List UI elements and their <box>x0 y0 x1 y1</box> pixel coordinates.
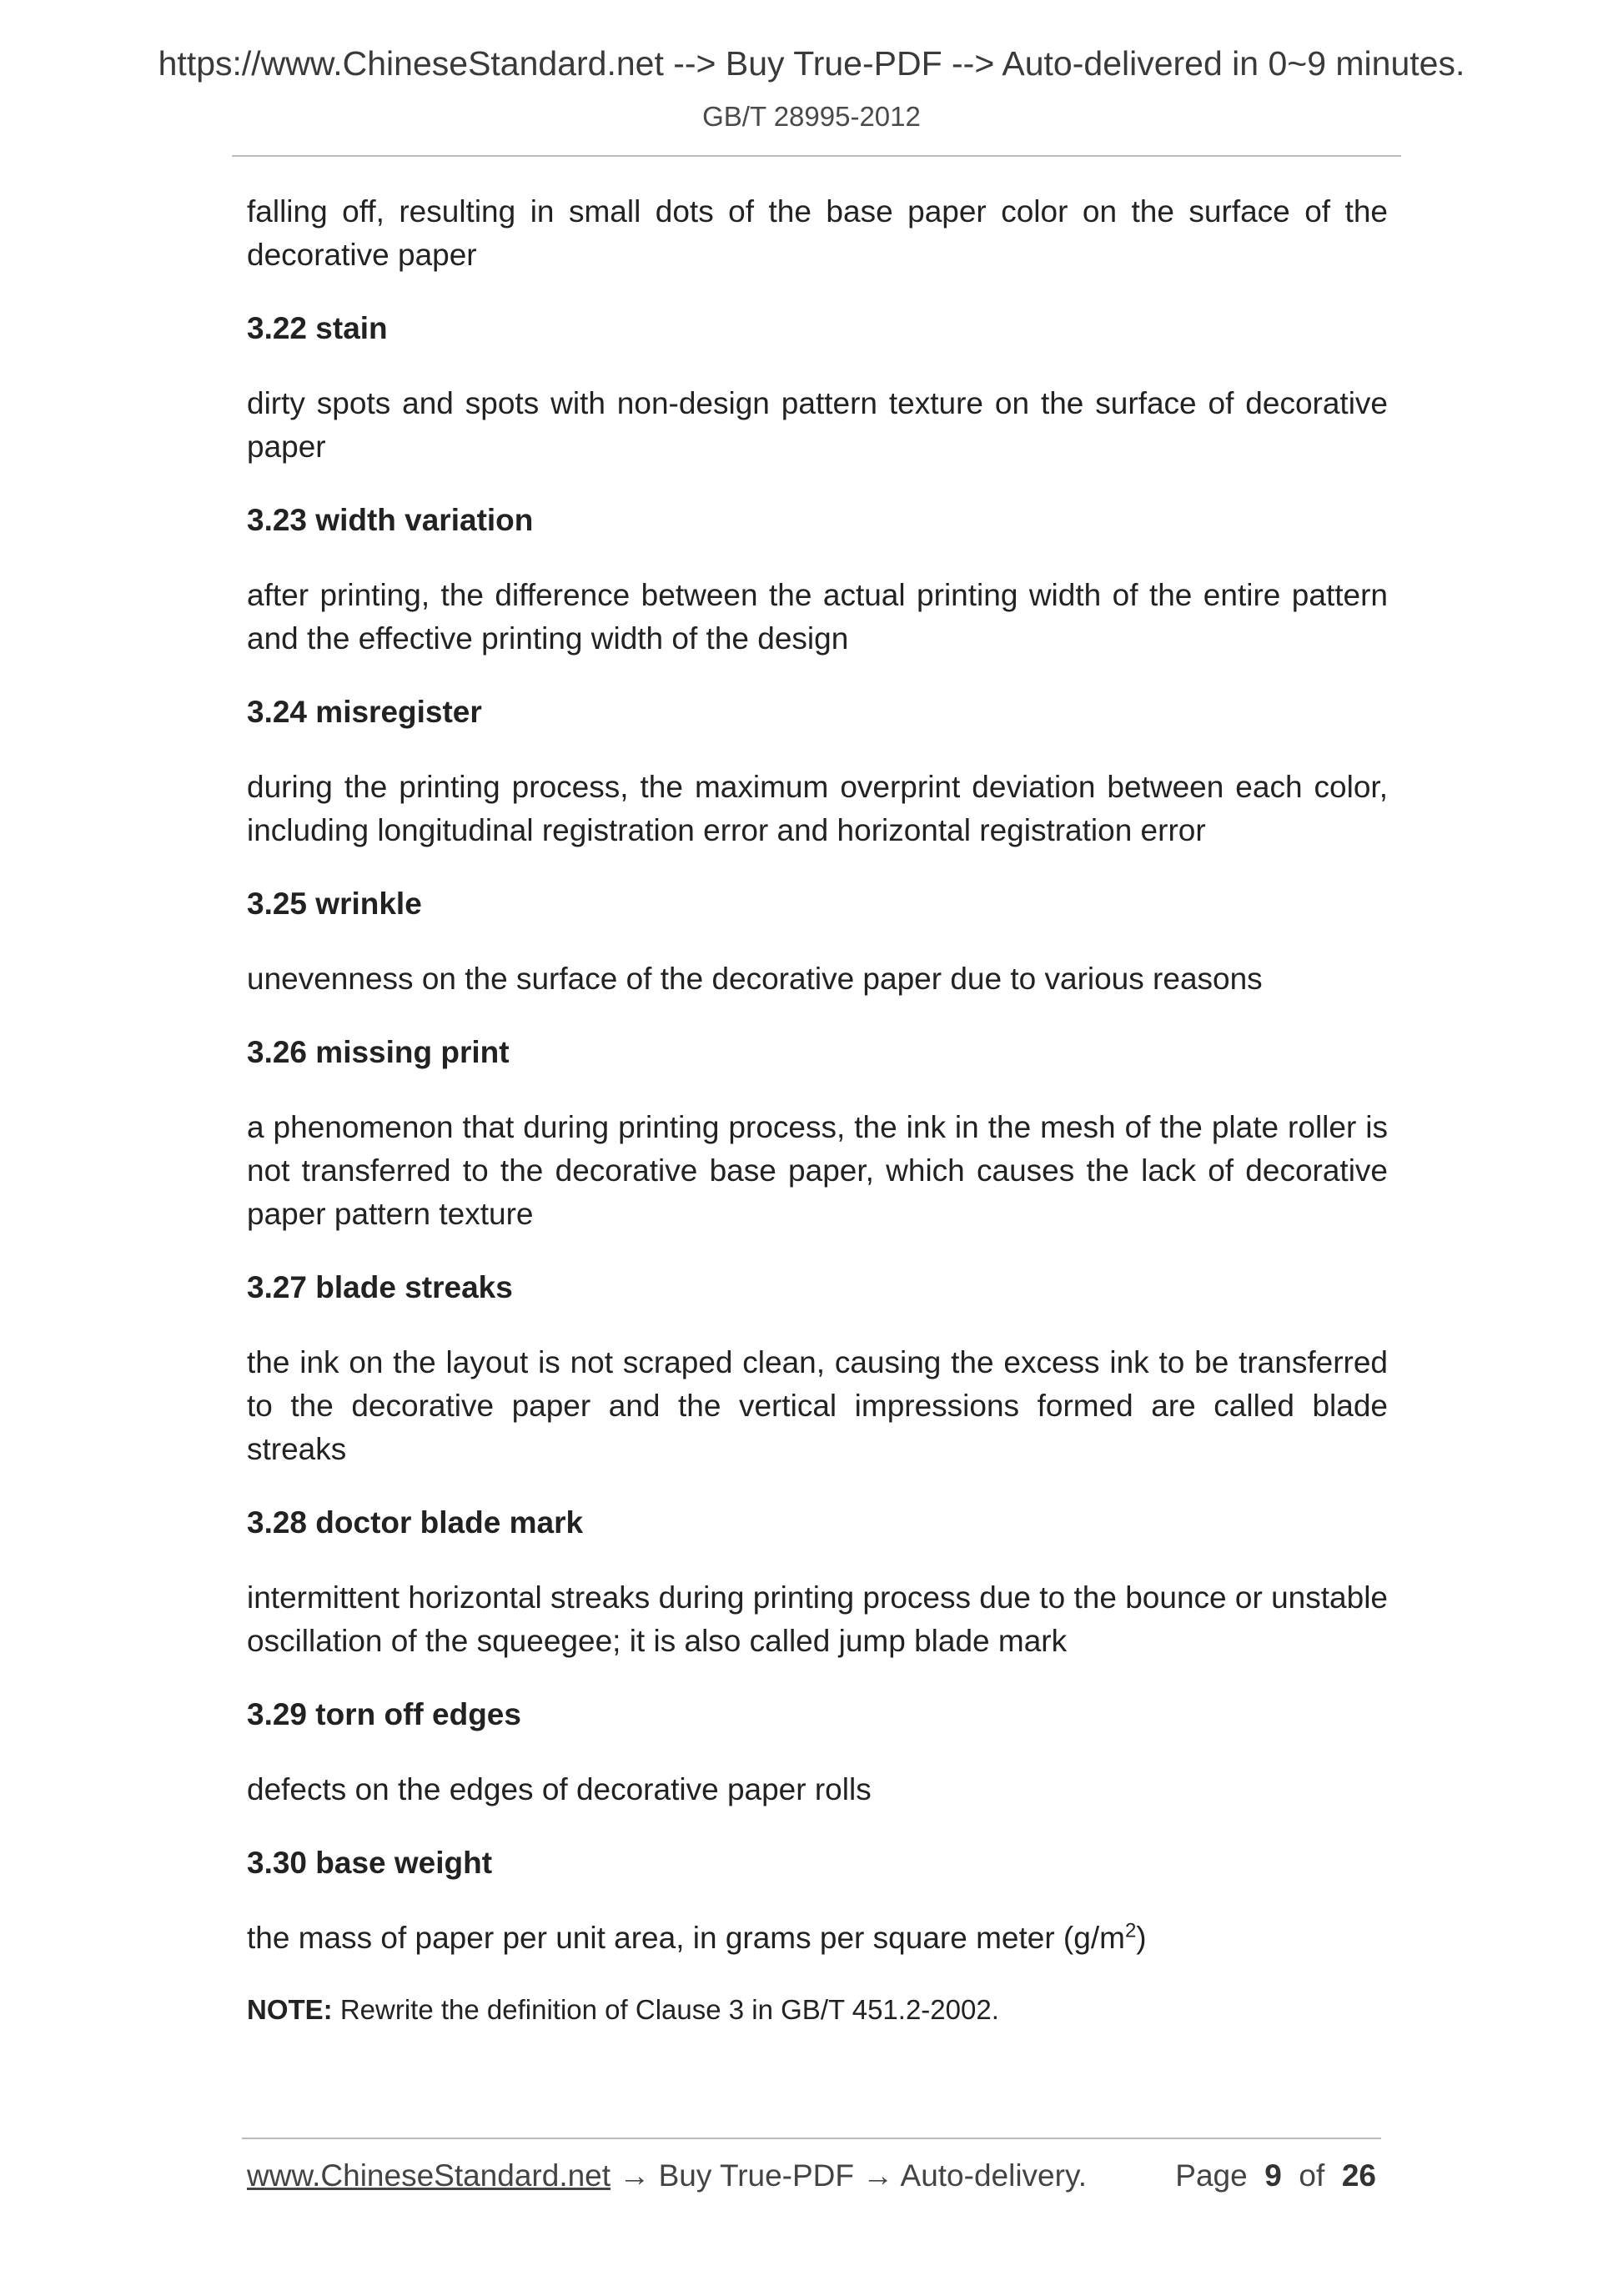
clause-3-22-term: 3.22 stain <box>247 311 388 345</box>
clause-3-26-term: 3.26 missing print <box>247 1035 510 1069</box>
clause-3-29-term: 3.29 torn off edges <box>247 1697 521 1731</box>
total-pages: 26 <box>1341 2158 1376 2193</box>
page-label: Page <box>1175 2158 1248 2193</box>
clause-3-23-term: 3.23 width variation <box>247 503 534 537</box>
footer-tagline: → Buy True-PDF → Auto-delivery. <box>619 2158 1087 2193</box>
clause-3-30-term: 3.30 base weight <box>247 1846 493 1880</box>
note-text: Rewrite the definition of Clause 3 in GB/T 451.2-2002. <box>339 1994 999 2025</box>
footer-divider <box>242 2138 1381 2139</box>
header-url-banner: https://www.ChineseStandard.net --> Buy True-PDF --> Auto-delivered in 0~9 minutes. <box>158 44 1465 83</box>
clause-3-30-definition <box>247 1917 1388 1960</box>
clause-3-24-term: 3.24 misregister <box>247 695 482 729</box>
intro-paragraph: falling off, resulting in small dots of the base paper color on the surface of the decorative paper <box>247 194 1388 272</box>
page-number: 9 <box>1264 2158 1282 2193</box>
header-standard-number: GB/T 28995-2012 <box>702 101 921 132</box>
clause-3-23-definition: after printing, the difference between the actual printing width of the entire pattern and the effective printing width of the design <box>247 578 1388 656</box>
footer-promo <box>247 2156 1087 2196</box>
clause-3-28-term: 3.28 doctor blade mark <box>247 1505 584 1540</box>
clause-3-24-definition: during the printing process, the maximum overprint deviation between each color, including longitudinal registration error and horizontal registration error <box>247 770 1388 847</box>
clause-3-30-definition-text: the mass of paper per unit area, in grams per square meter (g/m <box>247 1921 1125 1955</box>
unit-superscript: 2 <box>1124 1919 1137 1942</box>
note-paragraph <box>247 1990 1388 2030</box>
clause-3-25-definition: unevenness on the surface of the decorative paper due to various reasons <box>247 962 1263 996</box>
document-body <box>247 190 1388 2030</box>
header-divider <box>232 155 1401 157</box>
note-label: NOTE: <box>247 1994 333 2025</box>
clause-3-27-term: 3.27 blade streaks <box>247 1270 513 1304</box>
clause-3-22-definition: dirty spots and spots with non-design pattern texture on the surface of decorative paper <box>247 386 1388 464</box>
of-label: of <box>1299 2158 1325 2193</box>
clause-3-25-term: 3.25 wrinkle <box>247 887 422 921</box>
page-indicator <box>1175 2156 1376 2196</box>
clause-3-27-definition: the ink on the layout is not scraped clean, causing the excess ink to be transferred to the decorative paper and the vertical impressions formed are called blade streaks <box>247 1345 1388 1466</box>
footer-site-link[interactable]: www.ChineseStandard.net <box>247 2158 611 2193</box>
clause-3-28-definition: intermittent horizontal streaks during printing process due to the bounce or unstable oscillation of the squeegee; it is also called jump blade mark <box>247 1580 1388 1658</box>
clause-3-30-definition-end: ) <box>1136 1921 1147 1955</box>
clause-3-26-definition: a phenomenon that during printing process, the ink in the mesh of the plate roller is not transferred to the decorative base paper, which causes the lack of decorative paper pattern texture <box>247 1110 1388 1231</box>
clause-3-29-definition: defects on the edges of decorative paper rolls <box>247 1772 872 1806</box>
